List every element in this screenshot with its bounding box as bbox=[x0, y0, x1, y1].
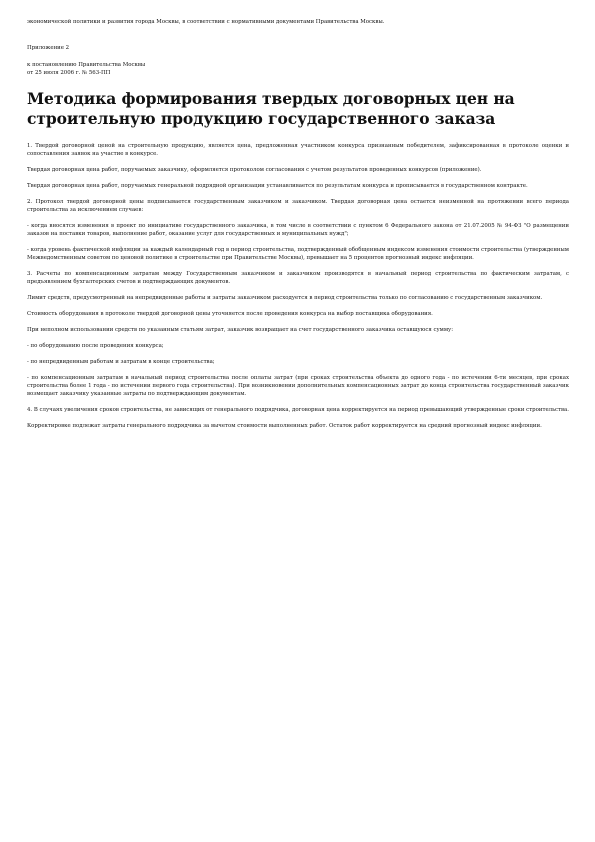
paragraph: 3. Расчеты по компенсационным затратам между Государственным заказчиком и заказчиком производятся в начальный период строительства по фактическим затратам, с предъявлением бухгалтерских счетов и подтверждающих документов. bbox=[27, 271, 569, 285]
appendix-label: Приложение 2 bbox=[27, 45, 70, 51]
resolution-reference bbox=[27, 61, 569, 77]
resolution-line: к постановлению Правительства Москвы bbox=[27, 62, 146, 68]
paragraph: 1. Твердой договорной ценой на строительную продукцию, является цена, предложенная участником конкурса признанным победителем, зафиксированная в протоколе оценки и сопоставления заявок на участие в конкурсе. bbox=[27, 143, 569, 157]
resolution-date-line: от 25 июля 2006 г. № 563-ПП bbox=[27, 70, 111, 76]
paragraph: - по компенсационным затратам в начальный период строительства после оплаты затрат (при сроках строительства объекта до одного года - по истечении 6-ти месяцев, при сроках строительства более 1 года - по истечении первого года строительства). При возникновении дополнительных компенсационных затрат до конца строительства государственный заказчик возмещает заказчику указанные затраты по подтверждающим документам. bbox=[27, 375, 569, 397]
paragraph: Твердая договорная цена работ, поручаемых заказчику, оформляется протоколом согласования с учетом результатов проведенных конкурсов (приложение). bbox=[27, 167, 482, 173]
paragraph: Твердая договорная цена работ, поручаемых генеральной подрядной организации устанавливается по результатам конкурса и прописывается в государственном контракте. bbox=[27, 183, 528, 189]
paragraph: Лимит средств, предусмотренный на непредвиденные работы и затраты заказчиком расходуется в период строительства только по согласованию с государственным заказчиком. bbox=[27, 295, 543, 301]
paragraph: 4. В случаях увеличения сроков строительства, не зависящих от генерального подрядчика, договорная цена корректируется на период превышающий утвержденные сроки строительства. bbox=[27, 407, 569, 413]
paragraph: Стоимость оборудования в протоколе твердой договорной цены уточняется после проведения конкурса на выбор поставщика оборудования. bbox=[27, 311, 433, 317]
paragraph: - когда вносятся изменения в проект по инициативе государственного заказчика, в том числе в соответствии с пунктом 6 Федерального закона от 21.07.2005 № 94-ФЗ "О размещении заказов на поставки товаров, выполнение работ, оказание услуг для государственных и муниципальных нужд"; bbox=[27, 223, 569, 237]
paragraph: - по непредвиденным работам и затратам в конце строительства; bbox=[27, 359, 215, 365]
document-title: Методика формирования твердых договорных цен на строительную продукцию государственного заказа bbox=[27, 89, 515, 128]
intro-line: экономической политики и развития города Москвы, в соответствии с нормативными документами Правительства Москвы. bbox=[27, 19, 385, 25]
paragraph: 2. Протокол твердой договорной цены подписывается государственным заказчиком и заказчиком. Твердая договорная цена остается неизменной на протяжении всего периода строительства за исключением случаев: bbox=[27, 199, 569, 213]
paragraph: Корректировке подлежат затраты генерального подрядчика за вычетом стоимости выполненных работ. Остаток работ корректируется на средний прогнозный индекс инфляции. bbox=[27, 423, 542, 429]
paragraph: При неполном использовании средств по указанным статьям затрат, заказчик возвращает на счет государственного заказчика оставшуюся сумму: bbox=[27, 327, 454, 333]
paragraph: - когда уровень фактической инфляции за каждый календарный год в период строительства, подтвержденный обобщенным индексом изменения стоимости строительства (утвержденным Межведомственным советом по ценовой политике в строительстве при Правительстве Москвы), превышает на 5 процентов прогнозный индекс инфляции. bbox=[27, 247, 569, 261]
document-body bbox=[27, 142, 569, 430]
paragraph: - по оборудованию после проведения конкурса; bbox=[27, 343, 164, 349]
